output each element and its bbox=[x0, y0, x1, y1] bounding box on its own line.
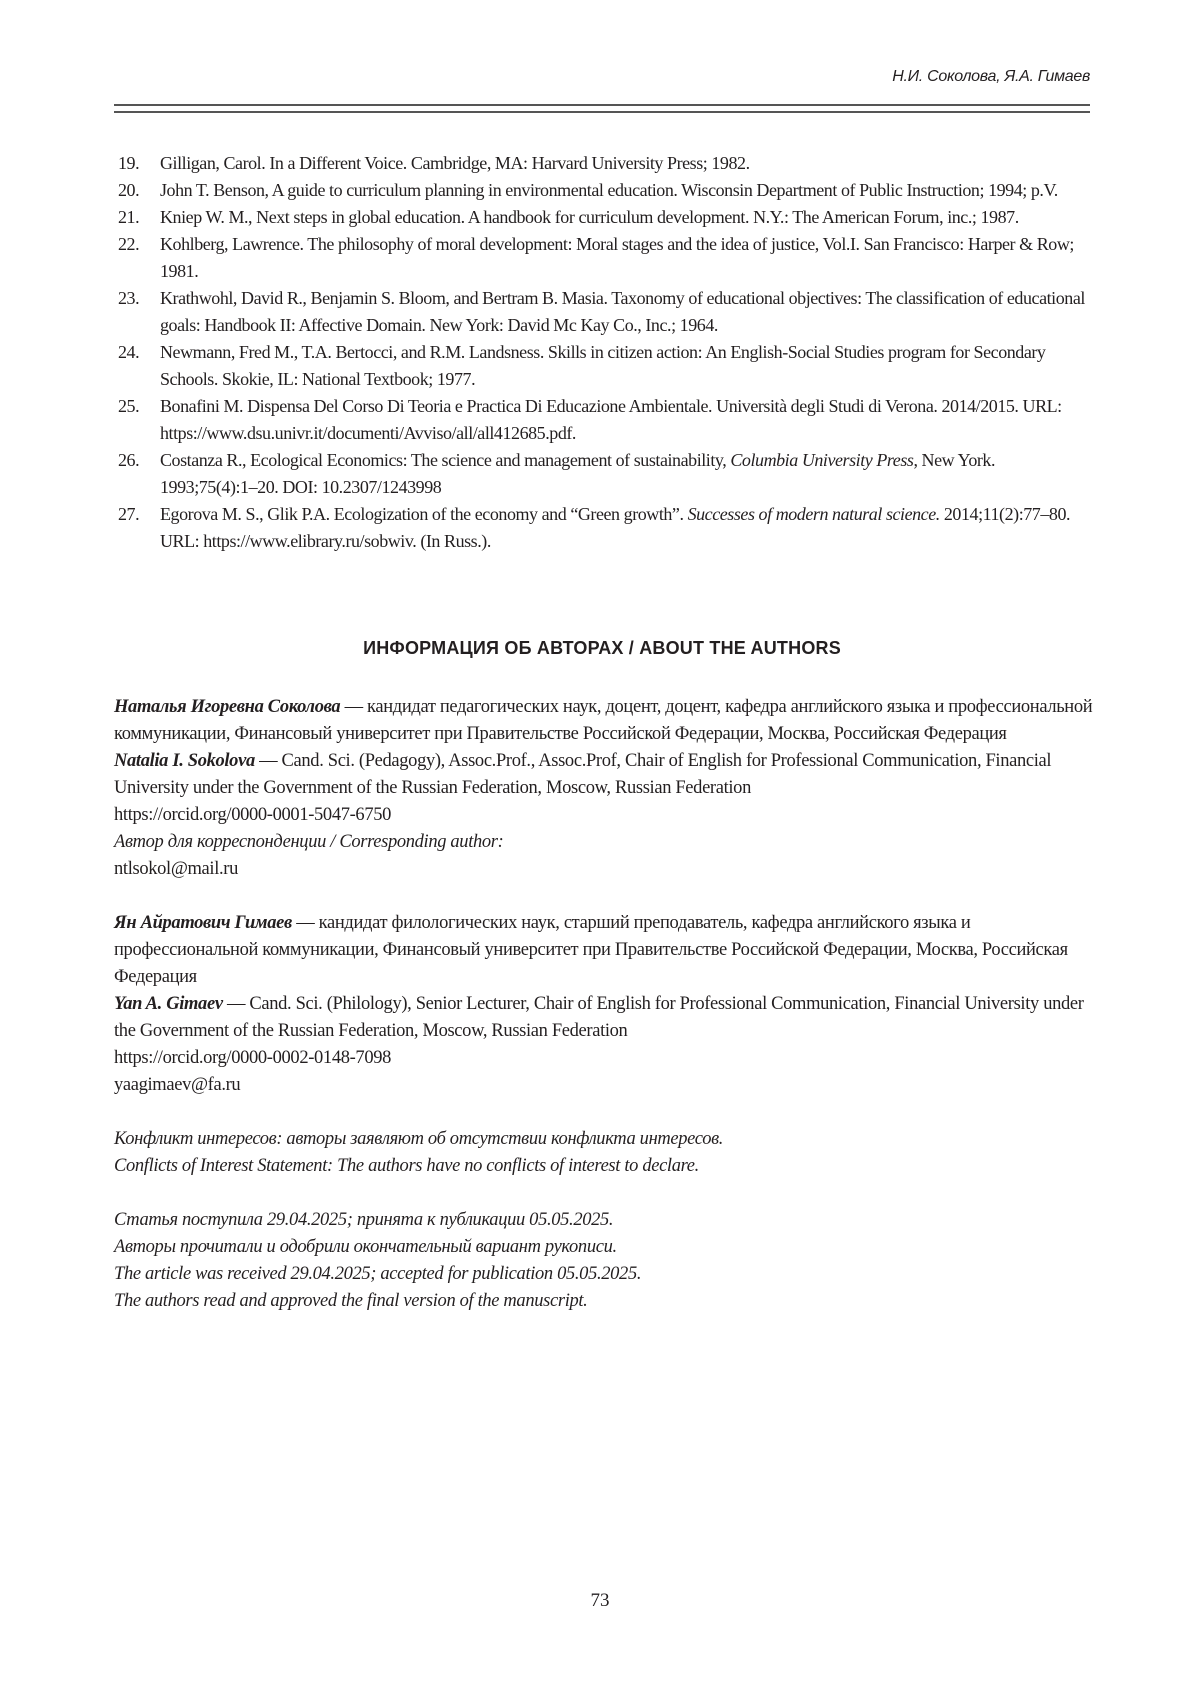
reference-item bbox=[118, 285, 1090, 339]
author-en bbox=[114, 991, 1094, 1045]
author-en bbox=[114, 748, 1094, 802]
reference-item bbox=[118, 204, 1090, 231]
author-description: — кандидат филологических наук, старший преподаватель, кафедра английского языка и профессиональной коммуникации, Финансовый университет при Правительстве Российской Федерации, Москва, Российская Федерация bbox=[114, 913, 1068, 987]
reference-text: Bonafini M. Dispensa Del Corso Di Teoria e Practica Di Educazione Ambientale. Università degli Studi di Verona. 2014/2015. URL: https://www.dsu.univr.it/documenti/Avviso/all/all412685.pdf. bbox=[160, 396, 1062, 443]
reference-list bbox=[118, 150, 1090, 555]
reference-item bbox=[118, 393, 1090, 447]
reference-text: Kniep W. M., Next steps in global education. A handbook for curriculum development. N.Y.: The American Forum, inc.; 1987. bbox=[160, 207, 1019, 227]
dates-ru: Статья поступила 29.04.2025; принята к публикации 05.05.2025. bbox=[114, 1207, 1094, 1234]
approval-en: The authors read and approved the final version of the manuscript. bbox=[114, 1288, 1094, 1315]
reference-item bbox=[118, 231, 1090, 285]
page-number: 73 bbox=[0, 1590, 1200, 1612]
conflict-en: Conflicts of Interest Statement: The authors have no conflicts of interest to declare. bbox=[114, 1153, 1094, 1180]
reference-source: Successes of modern natural science. bbox=[688, 504, 940, 524]
reference-text: Newmann, Fred M., T.A. Bertocci, and R.M. Landsness. Skills in citizen action: An English-Social Studies program for Secondary Schools. Skokie, IL: National Textbook; 1977. bbox=[160, 342, 1045, 389]
header-rule bbox=[114, 104, 1090, 113]
reference-item bbox=[118, 447, 1090, 501]
reference-number: 22. bbox=[118, 231, 160, 258]
reference-item bbox=[118, 150, 1090, 177]
reference-text: 2014;11(2):77–80. URL: https://www.elibrary.ru/sobwiv. (In Russ.). bbox=[160, 504, 1070, 551]
reference-item bbox=[118, 339, 1090, 393]
email-link[interactable]: yaagimaev@fa.ru bbox=[114, 1072, 1094, 1099]
author-description: — кандидат педагогических наук, доцент, доцент, кафедра английского языка и профессиональной коммуникации, Финансовый университет при Правительстве Российской Федерации, Москва, Российская Федерация bbox=[114, 697, 1092, 744]
section-title: ИНФОРМАЦИЯ ОБ АВТОРАХ / ABOUT THE AUTHORS bbox=[114, 638, 1090, 659]
author-ru bbox=[114, 910, 1094, 991]
reference-number: 20. bbox=[118, 177, 160, 204]
email-link[interactable]: ntlsokol@mail.ru bbox=[114, 856, 1094, 883]
authors-info bbox=[114, 694, 1094, 1315]
author-name: Ян Айратович Гимаев bbox=[114, 913, 292, 933]
reference-source: Columbia University Press bbox=[730, 450, 913, 470]
author-description: — Cand. Sci. (Pedagogy), Assoc.Prof., Assoc.Prof, Chair of English for Professional Communication, Financial University under the Government of the Russian Federation, Moscow, Russian Federation bbox=[114, 751, 1051, 798]
reference-number: 19. bbox=[118, 150, 160, 177]
reference-number: 26. bbox=[118, 447, 160, 474]
corresponding-label: Автор для корреспонденции / Corresponding author: bbox=[114, 829, 1094, 856]
author-name: Natalia I. Sokolova bbox=[114, 751, 255, 771]
dates-en: The article was received 29.04.2025; accepted for publication 05.05.2025. bbox=[114, 1261, 1094, 1288]
orcid-link[interactable]: https://orcid.org/0000-0002-0148-7098 bbox=[114, 1045, 1094, 1072]
orcid-link[interactable]: https://orcid.org/0000-0001-5047-6750 bbox=[114, 802, 1094, 829]
reference-text: Egorova M. S., Glik P.A. Ecologization of the economy and “Green growth”. bbox=[160, 504, 688, 524]
approval-ru: Авторы прочитали и одобрили окончательный вариант рукописи. bbox=[114, 1234, 1094, 1261]
author-name: Наталья Игоревна Соколова bbox=[114, 697, 340, 717]
reference-number: 25. bbox=[118, 393, 160, 420]
running-header: Н.И. Соколова, Я.А. Гимаев bbox=[892, 68, 1090, 86]
reference-item bbox=[118, 501, 1090, 555]
author-name: Yan A. Gimaev bbox=[114, 994, 223, 1014]
reference-text: , New York. 1993;75(4):1–20. DOI: 10.2307/1243998 bbox=[160, 450, 995, 497]
reference-number: 27. bbox=[118, 501, 160, 528]
reference-text: Gilligan, Carol. In a Different Voice. Cambridge, MA: Harvard University Press; 1982. bbox=[160, 153, 750, 173]
reference-text: Krathwohl, David R., Benjamin S. Bloom, and Bertram B. Masia. Taxonomy of educational objectives: The classification of educational goals: Handbook II: Affective Domain. New York: David Mc Kay Co., Inc.; 1964. bbox=[160, 288, 1085, 335]
reference-item bbox=[118, 177, 1090, 204]
reference-text: Costanza R., Ecological Economics: The science and management of sustainability, bbox=[160, 450, 730, 470]
author-description: — Cand. Sci. (Philology), Senior Lecturer, Chair of English for Professional Communication, Financial University under the Government of the Russian Federation, Moscow, Russian Federation bbox=[114, 994, 1084, 1041]
author-ru bbox=[114, 694, 1094, 748]
reference-number: 21. bbox=[118, 204, 160, 231]
reference-number: 23. bbox=[118, 285, 160, 312]
reference-text: Kohlberg, Lawrence. The philosophy of moral development: Moral stages and the idea of justice, Vol.I. San Francisco: Harper & Row; 1981. bbox=[160, 234, 1074, 281]
reference-number: 24. bbox=[118, 339, 160, 366]
reference-text: John T. Benson, A guide to curriculum planning in environmental education. Wisconsin Department of Public Instruction; 1994; p.V. bbox=[160, 180, 1058, 200]
conflict-ru: Конфликт интересов: авторы заявляют об отсутствии конфликта интересов. bbox=[114, 1126, 1094, 1153]
